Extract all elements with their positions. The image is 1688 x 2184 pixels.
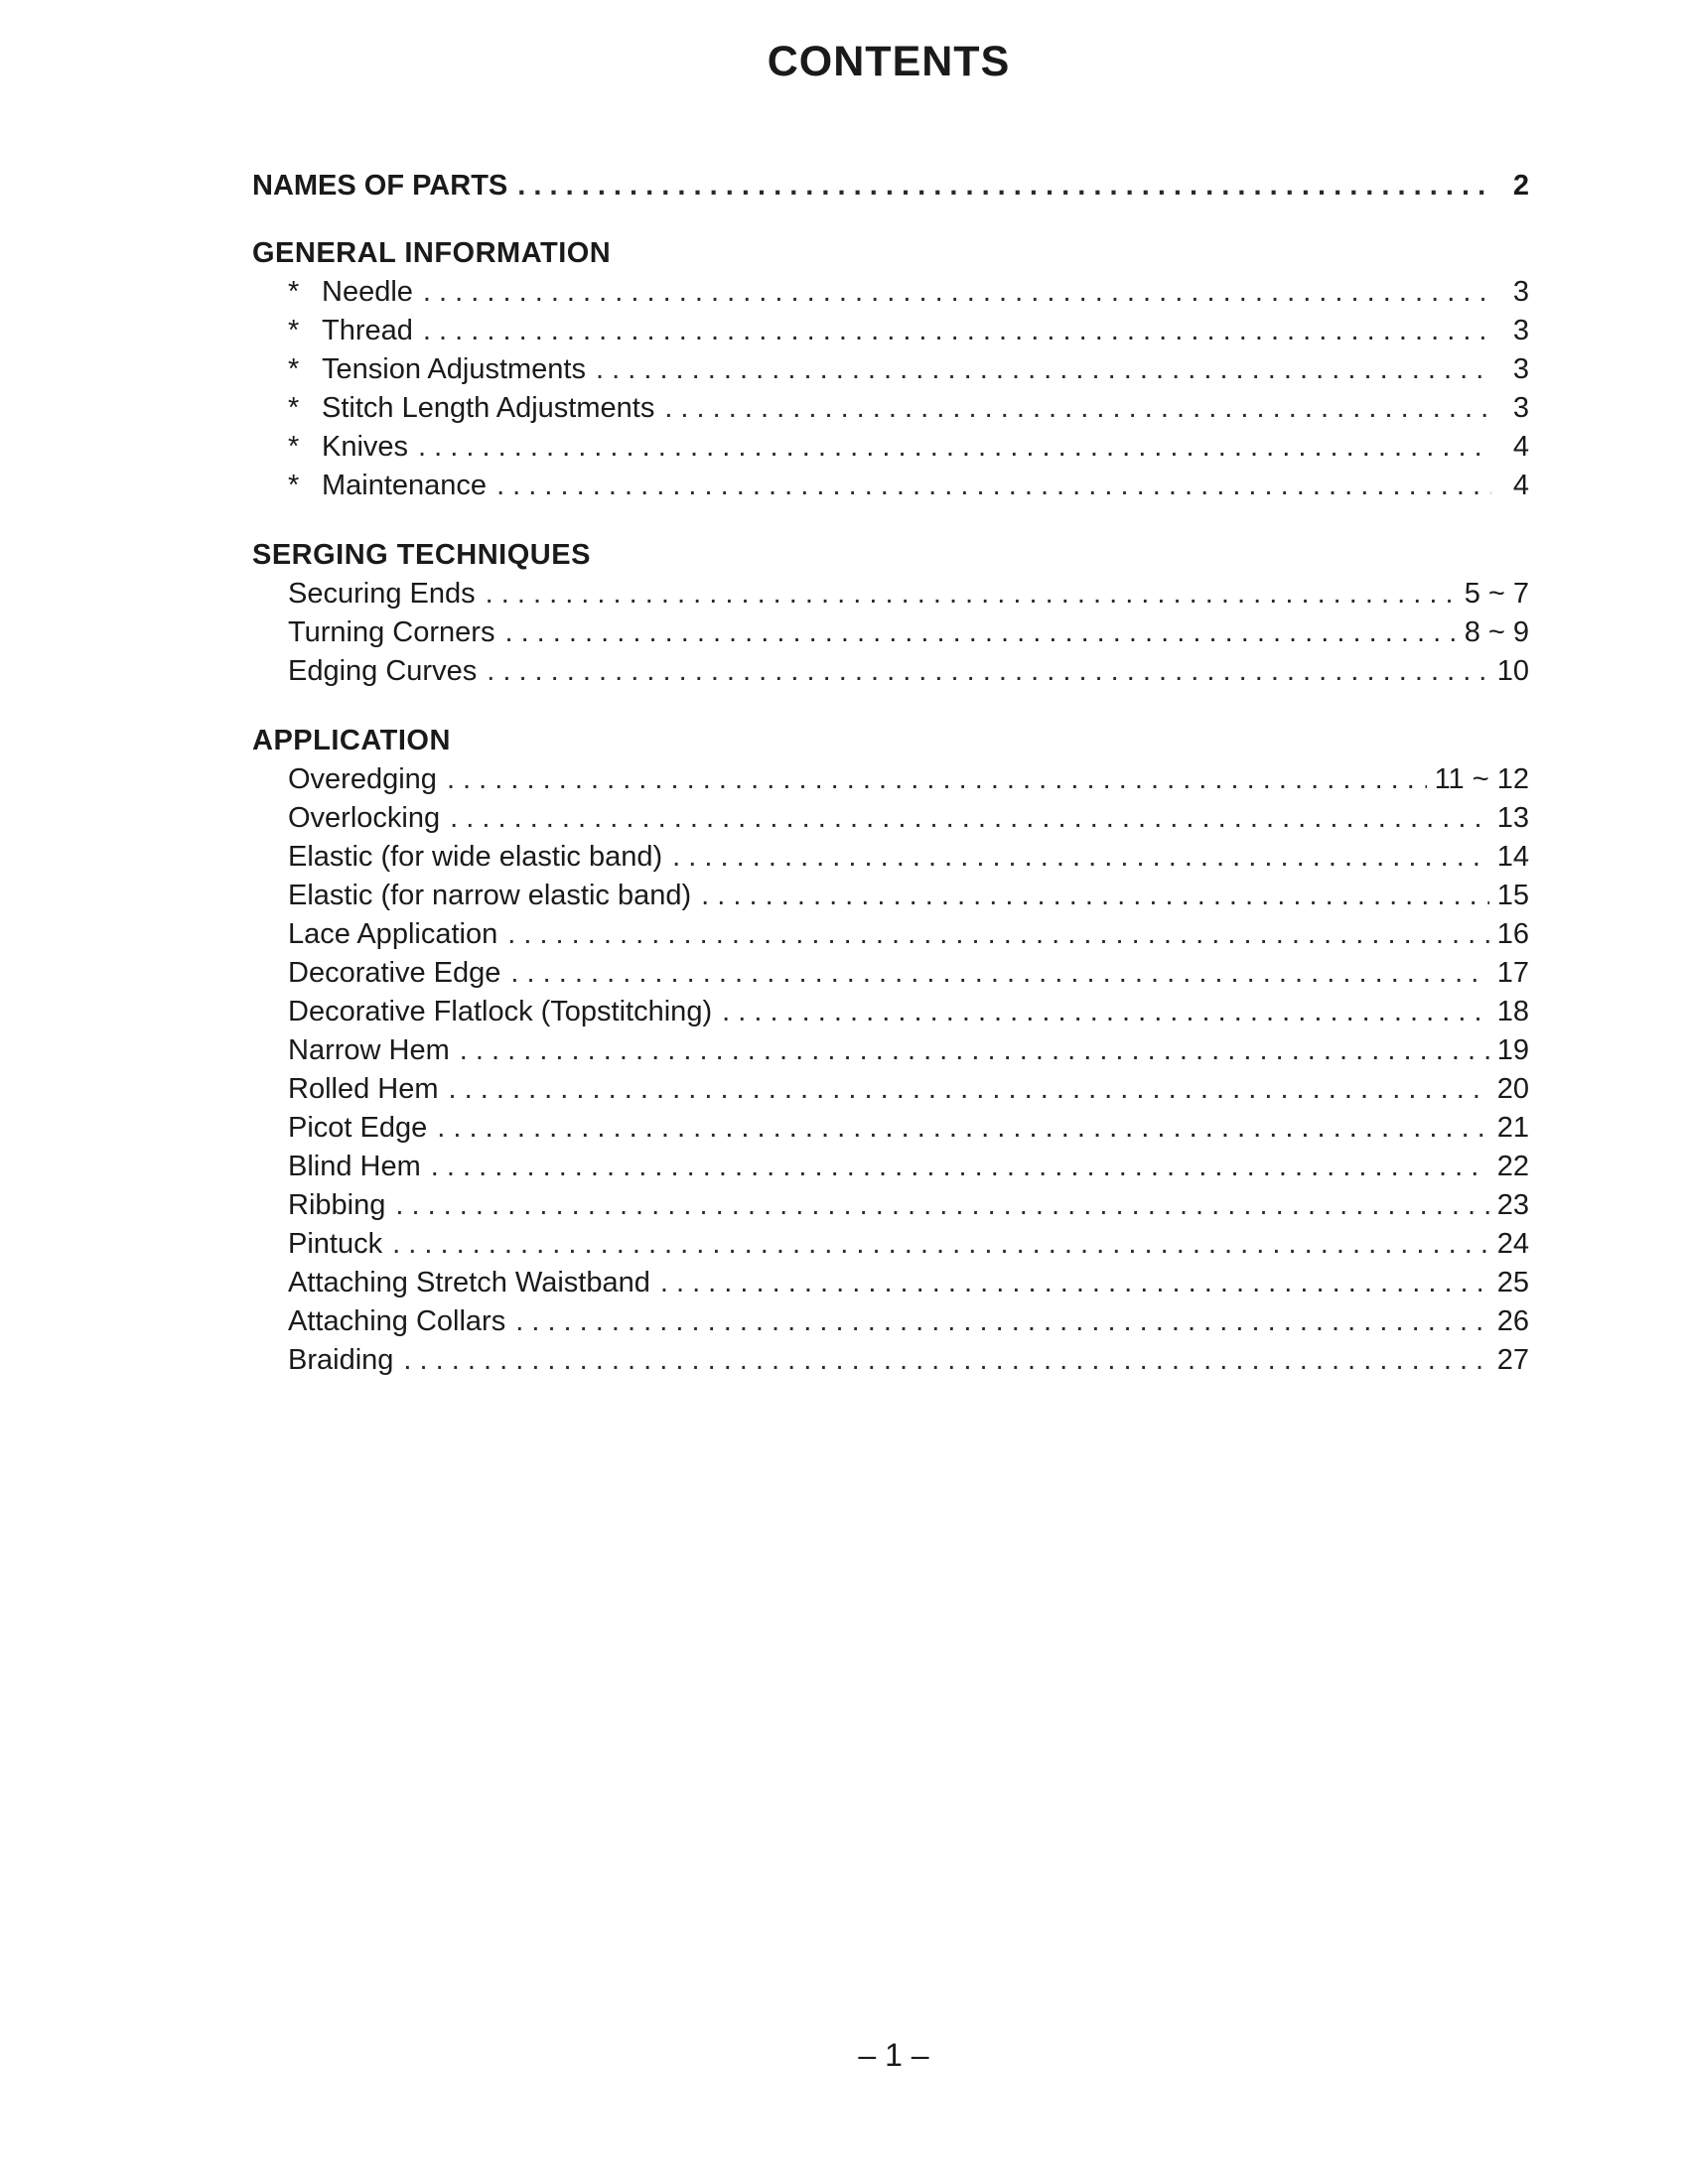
toc-entry-label: Tension Adjustments	[322, 353, 586, 385]
toc-entry-label: Attaching Collars	[288, 1305, 506, 1337]
toc-sections	[252, 233, 1529, 1380]
leader-dots	[496, 467, 1491, 505]
toc-entry-page: 26	[1496, 1305, 1529, 1337]
toc-entry-page: 21	[1496, 1112, 1529, 1144]
leader-dots	[504, 614, 1456, 652]
toc-entry[interactable]	[252, 467, 1529, 505]
leader-dots	[423, 273, 1491, 312]
toc-entry-label: NAMES OF PARTS	[252, 170, 508, 202]
leader-dots	[431, 1148, 1489, 1186]
toc-entry-label: Rolled Hem	[288, 1073, 439, 1105]
toc-entry-page: 5 ~ 7	[1464, 578, 1529, 610]
leader-dots	[596, 350, 1491, 389]
leader-dots	[672, 838, 1489, 877]
section-heading: SERGING TECHNIQUES	[252, 539, 591, 571]
leader-dots	[450, 799, 1489, 838]
asterisk-bullet-icon: *	[288, 276, 300, 308]
asterisk-bullet-icon: *	[288, 392, 300, 424]
toc-entry-page: 18	[1496, 996, 1529, 1027]
leader-dots	[449, 1070, 1489, 1109]
leader-dots	[403, 1341, 1488, 1380]
toc-entry-label: Decorative Edge	[288, 957, 501, 989]
toc-entry-label: Blind Hem	[288, 1151, 421, 1182]
toc-entry[interactable]	[252, 1031, 1529, 1070]
toc-entry[interactable]	[252, 428, 1529, 467]
toc-entry-page: 13	[1496, 802, 1529, 834]
toc-entry-label: Overedging	[288, 763, 437, 795]
leader-dots	[392, 1225, 1489, 1264]
section-heading: APPLICATION	[252, 725, 451, 756]
toc-entry-page: 8 ~ 9	[1464, 616, 1529, 648]
toc-entry[interactable]	[252, 838, 1529, 877]
toc-entry-label: Decorative Flatlock (Topstitching)	[288, 996, 713, 1027]
toc-entry-page: 19	[1496, 1034, 1529, 1066]
toc-entry-page: 3	[1512, 353, 1529, 385]
toc-entry-label: Stitch Length Adjustments	[322, 392, 655, 424]
toc-entry[interactable]	[252, 652, 1529, 691]
section-heading: GENERAL INFORMATION	[252, 237, 612, 269]
leader-dots	[460, 1031, 1489, 1070]
toc-entry-label: Needle	[322, 276, 413, 308]
toc-entry-label: Overlocking	[288, 802, 441, 834]
leader-dots	[437, 1109, 1488, 1148]
toc-entry-page: 11 ~ 12	[1434, 763, 1529, 795]
toc-entry-page: 25	[1496, 1267, 1529, 1298]
leader-dots	[423, 312, 1491, 350]
toc-entry[interactable]	[252, 350, 1529, 389]
leader-dots	[510, 954, 1488, 993]
table-of-contents	[252, 164, 1529, 1380]
toc-entry[interactable]	[252, 1302, 1529, 1341]
toc-entry-page: 22	[1496, 1151, 1529, 1182]
toc-entry[interactable]	[252, 273, 1529, 312]
toc-entry-label: Securing Ends	[288, 578, 476, 610]
toc-entry-page: 4	[1512, 470, 1529, 501]
toc-entry-page: 2	[1512, 170, 1529, 202]
page-number: – 1 –	[858, 2037, 929, 2073]
toc-entry-label: Turning Corners	[288, 616, 495, 648]
toc-entry[interactable]	[252, 1264, 1529, 1302]
toc-entry-page: 3	[1512, 276, 1529, 308]
leader-dots	[701, 877, 1489, 915]
leader-dots	[515, 1302, 1489, 1341]
asterisk-bullet-icon: *	[288, 353, 300, 385]
toc-entry-names-of-parts[interactable]	[252, 164, 1529, 207]
toc-entry-label: Ribbing	[288, 1189, 386, 1221]
page-title: CONTENTS	[767, 38, 1011, 85]
toc-entry-page: 27	[1496, 1344, 1529, 1376]
toc-entry-page: 4	[1512, 431, 1529, 463]
leader-dots	[664, 389, 1491, 428]
asterisk-bullet-icon: *	[288, 470, 300, 501]
toc-entry-page: 23	[1496, 1189, 1529, 1221]
toc-entry-page: 14	[1496, 841, 1529, 873]
toc-entry[interactable]	[252, 389, 1529, 428]
toc-entry-label: Knives	[322, 431, 409, 463]
toc-entry[interactable]	[252, 1148, 1529, 1186]
leader-dots	[486, 575, 1457, 614]
leader-dots	[660, 1264, 1489, 1302]
toc-entry-page: 16	[1496, 918, 1529, 950]
leader-dots	[447, 760, 1427, 799]
toc-entry-label: Maintenance	[322, 470, 488, 501]
toc-entry-label: Attaching Stretch Waistband	[288, 1267, 650, 1298]
toc-entry[interactable]	[252, 799, 1529, 838]
toc-entry-page: 20	[1496, 1073, 1529, 1105]
toc-entry-label: Pintuck	[288, 1228, 383, 1260]
toc-entry[interactable]	[252, 993, 1529, 1031]
toc-entry[interactable]	[252, 614, 1529, 652]
toc-entry[interactable]	[252, 760, 1529, 799]
toc-entry[interactable]	[252, 1341, 1529, 1380]
toc-entry-label: Lace Application	[288, 918, 498, 950]
leader-dots	[507, 915, 1489, 954]
toc-entry-label: Elastic (for narrow elastic band)	[288, 880, 692, 911]
toc-entry-page: 3	[1512, 392, 1529, 424]
toc-entry[interactable]	[252, 575, 1529, 614]
leader-dots	[418, 428, 1491, 467]
toc-entry[interactable]	[252, 1109, 1529, 1148]
asterisk-bullet-icon: *	[288, 315, 300, 346]
leader-dots	[517, 164, 1491, 207]
leader-dots	[395, 1186, 1488, 1225]
asterisk-bullet-icon: *	[288, 431, 300, 463]
toc-entry[interactable]	[252, 312, 1529, 350]
toc-entry[interactable]	[252, 1186, 1529, 1225]
toc-entry[interactable]	[252, 954, 1529, 993]
toc-entry-label: Edging Curves	[288, 655, 478, 687]
toc-entry[interactable]	[252, 915, 1529, 954]
toc-entry-label: Narrow Hem	[288, 1034, 450, 1066]
toc-entry-label: Elastic (for wide elastic band)	[288, 841, 663, 873]
leader-dots	[487, 652, 1489, 691]
toc-entry[interactable]	[252, 1225, 1529, 1264]
toc-entry-label: Picot Edge	[288, 1112, 428, 1144]
toc-entry[interactable]	[252, 877, 1529, 915]
toc-entry-page: 24	[1496, 1228, 1529, 1260]
toc-entry-label: Braiding	[288, 1344, 394, 1376]
toc-entry-label: Thread	[322, 315, 413, 346]
toc-entry-page: 10	[1496, 655, 1529, 687]
toc-entry-page: 15	[1496, 880, 1529, 911]
toc-entry-page: 3	[1512, 315, 1529, 346]
toc-entry[interactable]	[252, 1070, 1529, 1109]
leader-dots	[722, 993, 1489, 1031]
toc-entry-page: 17	[1496, 957, 1529, 989]
